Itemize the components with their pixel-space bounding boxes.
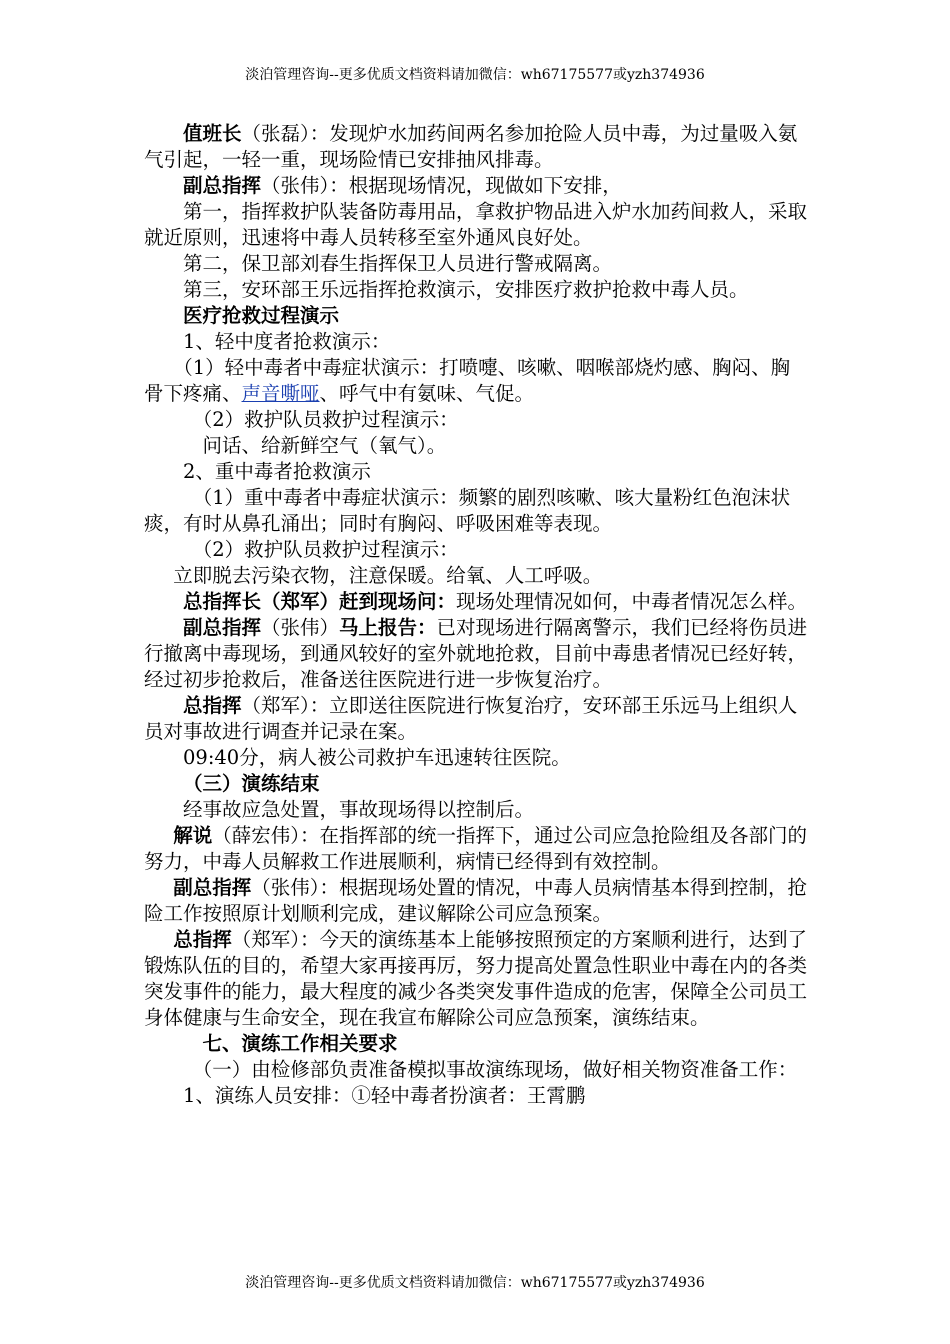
section-heading-requirements: 七、演练工作相关要求 xyxy=(202,1032,398,1055)
paragraph-severe-treatment: 立即脱去污染衣物，注意保暖。给氧、人工呼吸。 xyxy=(173,564,603,587)
paragraph-second: 第二，保卫部刘春生指挥保卫人员进行警戒隔离。 xyxy=(183,252,613,275)
document-body xyxy=(144,121,809,1109)
paragraph-first: 第一，指挥救护队装备防毒用品，拿救护物品进入炉水加药间救人，采取就近原则，迅速将中毒人员转移至室外通风良好处。 xyxy=(144,200,808,249)
paragraph-control: 经事故应急处置，事故现场得以控制后。 xyxy=(183,798,535,821)
paragraph-mild-process: （2）救护队员救护过程演示： xyxy=(192,408,459,431)
hoarse-voice-link[interactable]: 声音嘶哑 xyxy=(241,382,320,405)
speaker-label: 总指挥 xyxy=(173,928,232,951)
paragraph-commander-question: 总指挥长（郑军）赶到现场问：现场处理情况如何，中毒者情况怎么样。 xyxy=(183,590,808,613)
speaker-label: 总指挥 xyxy=(183,694,242,717)
paragraph-mild-rescue: 1、轻中度者抢救演示： xyxy=(183,330,391,353)
paragraph-severe-symptoms: （1）重中毒者中毒症状演示：频繁的剧烈咳嗽、咳大量粉红色泡沫状痰，有时从鼻孔涌出；同时有胸闷、呼吸困难等表现。 xyxy=(144,486,791,535)
paragraph-narrator: 解说（薛宏伟）：在指挥部的统一指挥下，通过公司应急抢险组及各部门的努力，中毒人员解救工作进展顺利，病情已经得到有效控制。 xyxy=(144,824,808,873)
paragraph-deputy-summary: 副总指挥（张伟）：根据现场处置的情况，中毒人员病情基本得到控制，抢险工作按照原计划顺利完成，建议解除公司应急预案。 xyxy=(144,876,808,925)
speaker-label: 副总指挥 xyxy=(183,616,262,639)
paragraph-severe-rescue: 2、重中毒者抢救演示 xyxy=(183,460,371,483)
paragraph-commander-close: 总指挥（郑军）：今天的演练基本上能够按照预定的方案顺利进行，达到了锻炼队伍的目的，希望大家再接再厉，努力提高处置急性职业中毒在内的各类突发事件的能力，最大程度的减少各类突发事件造成的危害，保障全公司员工身体健康与生命安全，现在我宣布解除公司应急预案，演练结束。 xyxy=(144,928,808,1029)
paragraph-third: 第三，安环部王乐远指挥抢救演示，安排医疗救护抢救中毒人员。 xyxy=(183,278,749,301)
speaker-label: 副总指挥 xyxy=(183,174,262,197)
paragraph-personnel: 1、演练人员安排：①轻中毒者扮演者：王霄鹏 xyxy=(183,1084,586,1107)
paragraph-severe-process: （2）救护队员救护过程演示： xyxy=(192,538,459,561)
paragraph-time-note: 09:40分，病人被公司救护车迅速转往医院。 xyxy=(183,746,571,769)
section-heading-medical: 医疗抢救过程演示 xyxy=(183,304,340,327)
page-footer: 淡泊管理咨询--更多优质文档资料请加微信：wh67175577或yzh374936 xyxy=(245,1275,705,1291)
paragraph-duty-leader: 值班长（张磊）：发现炉水加药间两名参加抢险人员中毒，为过量吸入氨气引起，一轻一重，现场险情已安排抽风排毒。 xyxy=(144,122,798,171)
paragraph-commander-order: 总指挥（郑军）：立即送往医院进行恢复治疗，安环部王乐远马上组织人员对事故进行调查并记录在案。 xyxy=(144,694,798,743)
section-heading-end: （三）演练结束 xyxy=(183,772,320,795)
paragraph-mild-treatment: 问话、给新鲜空气（氧气）。 xyxy=(202,434,447,457)
paragraph-deputy-report: 副总指挥（张伟）马上报告：已对现场进行隔离警示，我们已经将伤员进行撤离中毒现场，到通风较好的室外就地抢救，目前中毒患者情况已经好转，经过初步抢救后，准备送往医院进行进一步恢复治疗。 xyxy=(144,616,808,691)
page-header: 淡泊管理咨询--更多优质文档资料请加微信：wh67175577或yzh374936 xyxy=(245,67,705,83)
paragraph-mild-symptoms: （1）轻中毒者中毒症状演示：打喷嚏、咳嗽、咽喉部烧灼感、胸闷、胸骨下疼痛、声音嘶哑、呼气中有氨味、气促。 xyxy=(144,356,791,405)
speaker-label: 副总指挥 xyxy=(173,876,252,899)
paragraph-requirement-one: （一）由检修部负责准备模拟事故演练现场，做好相关物资准备工作： xyxy=(192,1058,798,1081)
speaker-label: 值班长 xyxy=(183,122,242,145)
speaker-label: 解说 xyxy=(173,824,213,847)
paragraph-deputy-arrangement: 副总指挥（张伟）：根据现场情况，现做如下安排， xyxy=(183,174,622,197)
speaker-label: 总指挥长（郑军）赶到现场问： xyxy=(183,590,457,613)
